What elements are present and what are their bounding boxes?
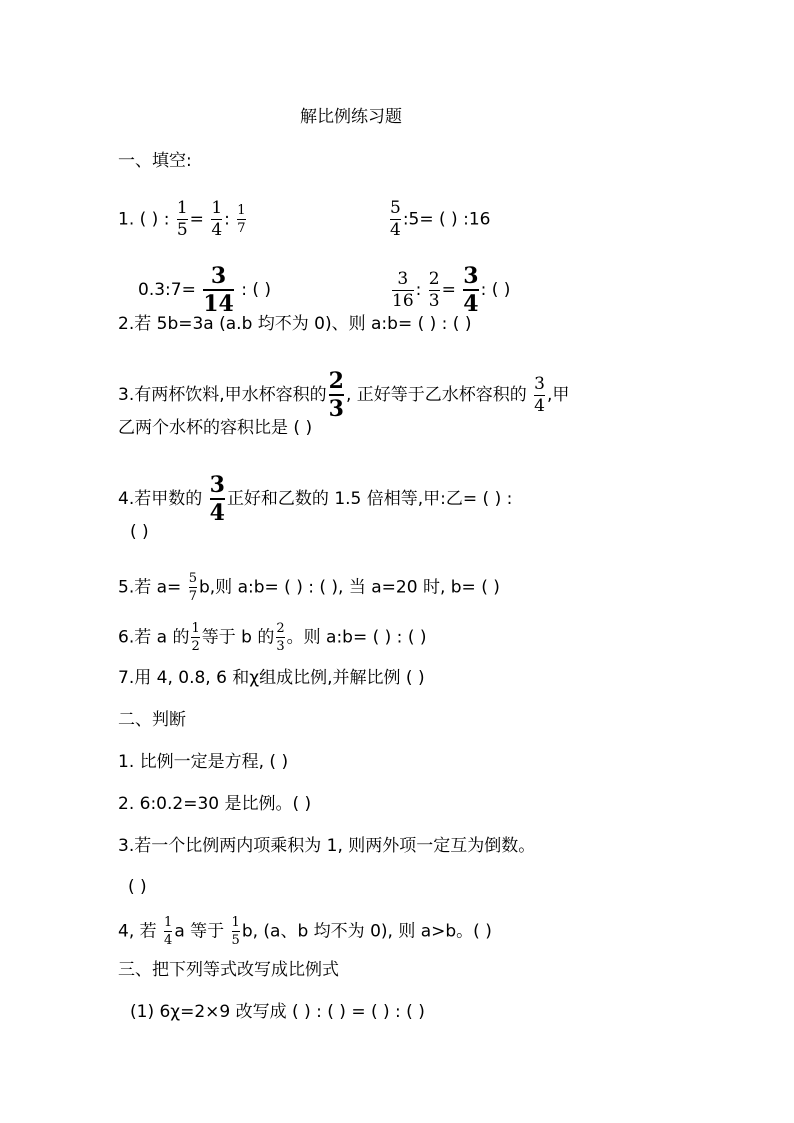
- fraction: $\frac{2}{3}$: [328, 368, 344, 422]
- fraction: $\frac{3}{14}$: [203, 263, 234, 317]
- section-3-heading: 三、把下列等式改写成比例式: [118, 960, 339, 980]
- fraction: $\frac{3}{4}$: [534, 373, 545, 416]
- fraction: $\frac{3}{4}$: [209, 472, 225, 526]
- fraction: $\frac{1}{4}$: [164, 915, 173, 948]
- fraction: $\frac{1}{5}$: [231, 915, 240, 948]
- question-5: 5.若 a= $\frac{5}{7}$ b,则 a:b= ( ) : ( ), 当 a=20 时, b= ( ): [118, 571, 500, 604]
- question-4: 4.若甲数的 $\frac{3}{4}$ 正好和乙数的 1.5 倍相等,甲:乙= ( ) :: [118, 472, 513, 526]
- question-7: 7.用 4, 0.8, 6 和χ组成比例,并解比例 ( ): [118, 668, 425, 688]
- fraction: $\frac{5}{7}$: [188, 571, 197, 604]
- q1a-lead: 1. ( ) :: [118, 209, 175, 230]
- fraction: $\frac{5}{4}$: [390, 198, 401, 240]
- section-2-heading: 二、判断: [118, 710, 186, 730]
- q1-row-a: 1. ( ) : $\frac{1}{5}$ = $\frac{1}{4}$ : $\frac{1}{7}$: [118, 198, 246, 240]
- exercise-1: (1) 6χ=2×9 改写成 ( ) : ( ) = ( ) : ( ): [130, 1002, 425, 1022]
- fraction: $\frac{1}{7}$: [237, 203, 246, 236]
- judge-4: 4, 若 $\frac{1}{4}$ a 等于 $\frac{1}{5}$ b, (a、b 均不为 0), 则 a>b。( ): [118, 915, 492, 948]
- section-1-heading: 一、填空:: [118, 151, 192, 171]
- fraction: $\frac{2}{3}$: [276, 621, 285, 654]
- question-2: 2.若 5b=3a (a.b 均不为 0)、则 a:b= ( ) : ( ): [118, 314, 472, 334]
- judge-3-line-2: ( ): [128, 877, 147, 897]
- fraction: $\frac{3}{16}$: [392, 268, 414, 311]
- question-6: 6.若 a 的 $\frac{1}{2}$ 等于 b 的 $\frac{2}{3}$ 。则 a:b= ( ) : ( ): [118, 621, 427, 654]
- fraction: $\frac{2}{3}$: [428, 268, 440, 311]
- fraction: $\frac{1}{2}$: [191, 621, 200, 654]
- question-3-line-2: 乙两个水杯的容积比是 ( ): [118, 418, 313, 438]
- fraction: $\frac{3}{4}$: [463, 263, 479, 317]
- page-title: 解比例练习题: [300, 107, 402, 127]
- question-3: 3.有两杯饮料,甲水杯容积的 $\frac{2}{3}$ , 正好等于乙水杯容积的 $\frac{3}{4}$ ,甲: [118, 368, 570, 422]
- judge-3: 3.若一个比例两内项乘积为 1, 则两外项一定互为倒数。: [118, 836, 536, 856]
- judge-1: 1. 比例一定是方程, ( ): [118, 752, 289, 772]
- question-4-line-2: ( ): [130, 522, 149, 542]
- q1-row-c: 0.3:7= $\frac{3}{14}$ : ( ): [138, 263, 272, 317]
- q1-row-b: $\frac{5}{4}$ :5= ( ) :16: [390, 198, 491, 240]
- judge-2: 2. 6:0.2=30 是比例。( ): [118, 794, 312, 814]
- fraction: $\frac{1}{4}$: [211, 198, 223, 240]
- fraction: $\frac{1}{5}$: [176, 198, 188, 240]
- q1-row-d: $\frac{3}{16}$ : $\frac{2}{3}$ = $\frac{3}{4}$ : ( ): [392, 263, 511, 317]
